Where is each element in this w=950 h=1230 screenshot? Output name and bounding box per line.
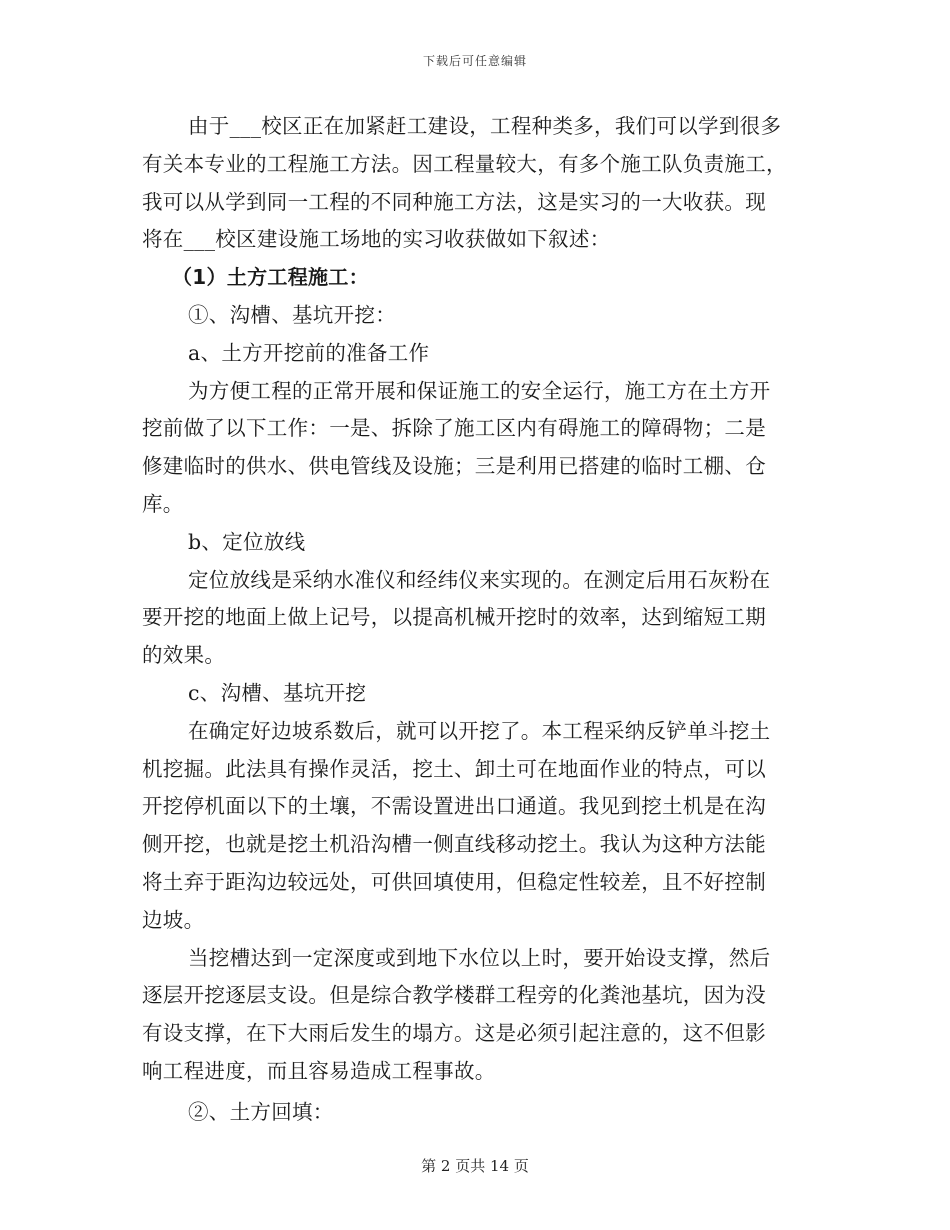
paragraph-line: 将在___校区建设施工场地的实习收获做如下叙述： [142,227,611,252]
subsection-heading: ①、沟槽、基坑开挖： [188,302,396,327]
paragraph-line: 开挖停机面以下的土壤，不需设置进出口通道。我见到挖土机是在沟 [142,794,766,819]
paragraph-line: 要开挖的地面上做上记号，以提高机械开挖时的效率，达到缩短工期 [142,605,766,630]
item-heading: b、定位放线 [188,529,306,554]
paragraph-line: 有关本专业的工程施工方法。因工程量较大，有多个施工队负责施工， [142,151,787,176]
paragraph-line: 修建临时的供水、供电管线及设施；三是利用已搭建的临时工棚、仓 [142,454,766,479]
paragraph-line: 当挖槽达到一定深度或到地下水位以上时，要开始设支撑，然后 [188,945,771,970]
paragraph-line: 逐层开挖逐层支设。但是综合教学楼群工程旁的化粪池基坑，因为没 [142,983,766,1008]
paragraph-line: 我可以从学到同一工程的不同种施工方法，这是实习的一大收获。现 [142,189,766,214]
item-heading: c、沟槽、基坑开挖 [188,680,367,705]
paragraph-line: 机挖掘。此法具有操作灵活，挖土、卸土可在地面作业的特点，可以 [142,756,766,781]
page-header: 下载后可任意编辑 [422,54,527,68]
paragraph-line: 侧开挖，也就是挖土机沿沟槽一侧直线移动挖土。我认为这种方法能 [142,832,766,857]
section-heading: （1）土方工程施工： [172,265,369,290]
paragraph-line: 为方便工程的正常开展和保证施工的安全运行，施工方在土方开 [188,378,771,403]
paragraph-line: 定位放线是采纳水准仪和经纬仪来实现的。在测定后用石灰粉在 [188,567,771,592]
paragraph-line: 由于___校区正在加紧赶工建设，工程种类多，我们可以学到很多 [188,114,782,138]
subsection-heading: ②、土方回填： [188,1099,334,1124]
document-body [142,108,802,1132]
paragraph-line: 有设支撑，在下大雨后发生的塌方。这是必须引起注意的，这不但影 [142,1021,766,1046]
paragraph-line: 的效果。 [142,643,226,668]
item-heading: a、土方开挖前的准备工作 [188,340,430,365]
paragraph-line: 库。 [142,491,184,516]
paragraph-line: 响工程进度，而且容易造成工程事故。 [142,1058,496,1083]
paragraph-line: 挖前做了以下工作：一是、拆除了施工区内有碍施工的障碍物；二是 [142,416,766,441]
paragraph-line: 将土弃于距沟边较远处，可供回填使用，但稳定性较差，且不好控制 [142,869,766,894]
page-footer: 第 2 页共 14 页 [421,1157,529,1175]
paragraph-line: 在确定好边坡系数后，就可以开挖了。本工程采纳反铲单斗挖土 [188,718,771,743]
paragraph-line: 边坡。 [142,907,205,932]
